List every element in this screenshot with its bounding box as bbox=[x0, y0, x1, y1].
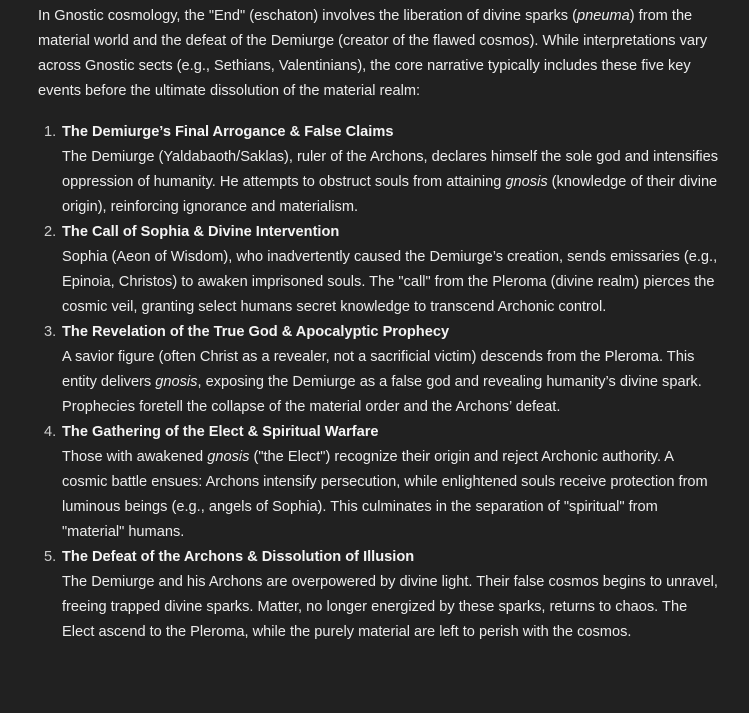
intro-text-1: In Gnostic cosmology, the "End" (eschaton) involves the liberation of divine sparks ( bbox=[38, 8, 577, 24]
list-item bbox=[38, 420, 719, 545]
list-item bbox=[38, 545, 719, 645]
event-description bbox=[62, 345, 719, 420]
intro-text-2: ) from the material world and the defeat of the Demiurge (creator of the flawed cosmos). While interpretations vary across Gnostic sects (e.g., Sethians, Valentinians), the core narrative typically includes these five key events before the ultimate dissolution of the material realm: bbox=[38, 8, 708, 99]
event-text: (knowledge of their divine origin), reinforcing ignorance and materialism. bbox=[62, 174, 718, 215]
event-description: Sophia (Aeon of Wisdom), who inadvertently caused the Demiurge’s creation, sends emissaries (e.g., Epinoia, Christos) to awaken imprisoned souls. The "call" from the Pleroma (divine realm) pierces the cosmic veil, granting select humans secret knowledge to transcend Archonic control. bbox=[62, 249, 718, 315]
list-item bbox=[38, 220, 719, 320]
event-text: Those with awakened bbox=[62, 449, 208, 465]
list-number: 1. bbox=[44, 124, 57, 140]
list-number: 4. bbox=[44, 424, 57, 440]
event-text: The Demiurge (Yaldabaoth/Saklas), ruler of the Archons, declares himself the sole god and intensifies oppression of humanity. He attempts to obstruct souls from attaining bbox=[62, 149, 718, 190]
event-text: , exposing the Demiurge as a false god and revealing humanity’s divine spark. Prophecies foretell the collapse of the material order and the Archons’ defeat. bbox=[62, 374, 702, 415]
event-text: A savior figure (often Christ as a revealer, not a sacrificial victim) descends from the Pleroma. This entity delivers bbox=[62, 349, 695, 390]
intro-italic-pneuma: pneuma bbox=[576, 8, 630, 24]
event-text: ("the Elect") recognize their origin and reject Archonic authority. A cosmic battle ensues: Archons intensify persecution, while enlightened souls receive protection from luminous beings (e.g., angels of Sophia). This culminates in the separation of "spiritual" from "material" humans. bbox=[62, 449, 708, 540]
list-number: 5. bbox=[44, 549, 57, 565]
event-title: The Demiurge’s Final Arrogance & False Claims bbox=[62, 124, 394, 140]
event-title: The Defeat of the Archons & Dissolution of Illusion bbox=[62, 549, 415, 565]
list-item bbox=[38, 320, 719, 420]
event-description bbox=[62, 145, 719, 220]
list-number: 2. bbox=[44, 224, 57, 240]
event-description: The Demiurge and his Archons are overpowered by divine light. Their false cosmos begins to unravel, freeing trapped divine sparks. Matter, no longer energized by these sparks, returns to chaos. The Elect ascend to the Pleroma, while the purely material are left to perish with the cosmos. bbox=[62, 574, 718, 640]
event-title: The Revelation of the True God & Apocalyptic Prophecy bbox=[62, 324, 450, 340]
events-list bbox=[38, 120, 719, 645]
event-title: The Gathering of the Elect & Spiritual Warfare bbox=[62, 424, 379, 440]
list-item bbox=[38, 120, 719, 220]
italic-gnosis: gnosis bbox=[505, 174, 548, 190]
list-number: 3. bbox=[44, 324, 57, 340]
event-title: The Call of Sophia & Divine Intervention bbox=[62, 224, 340, 240]
intro-paragraph bbox=[38, 4, 719, 104]
event-description bbox=[62, 445, 719, 545]
italic-gnosis: gnosis bbox=[155, 374, 198, 390]
italic-gnosis: gnosis bbox=[207, 449, 250, 465]
